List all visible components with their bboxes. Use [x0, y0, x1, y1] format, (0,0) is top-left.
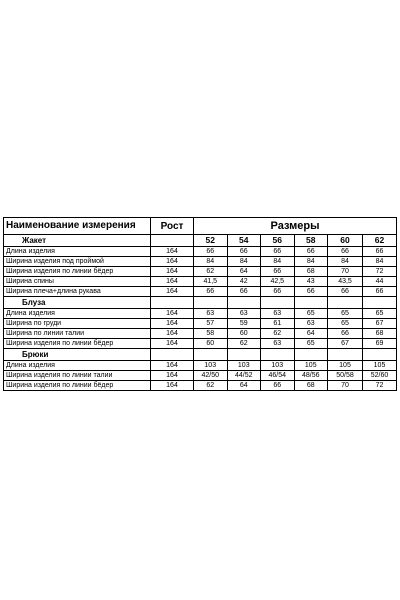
size-number: 60 [328, 235, 363, 247]
header-row [4, 218, 397, 235]
section-header-row [4, 235, 397, 247]
column-header-height: Рост [151, 218, 194, 235]
section-blank-cell [328, 297, 363, 309]
size-value: 66 [294, 247, 328, 257]
size-value: 62 [194, 267, 228, 277]
size-value: 66 [194, 287, 228, 297]
section-blank-cell [227, 349, 261, 361]
size-value: 66 [194, 247, 228, 257]
height-value: 164 [151, 371, 194, 381]
column-header-sizes: Размеры [194, 218, 397, 235]
size-number: 58 [294, 235, 328, 247]
section-blank-cell [194, 349, 228, 361]
section-blank-cell [363, 297, 397, 309]
section-header-row [4, 297, 397, 309]
section-blank-cell [328, 349, 363, 361]
size-value: 70 [328, 267, 363, 277]
size-value: 44/52 [227, 371, 261, 381]
section-blank-cell [294, 349, 328, 361]
size-value: 66 [227, 247, 261, 257]
size-value: 61 [261, 319, 295, 329]
size-value: 57 [194, 319, 228, 329]
height-value: 164 [151, 361, 194, 371]
height-value: 164 [151, 277, 194, 287]
measurement-name: Ширина изделия по линии талии [4, 371, 151, 381]
size-value: 68 [363, 329, 397, 339]
size-number: 56 [261, 235, 295, 247]
size-value: 69 [363, 339, 397, 349]
table-row [4, 287, 397, 297]
size-value: 72 [363, 381, 397, 391]
size-value: 66 [261, 247, 295, 257]
size-value: 42/50 [194, 371, 228, 381]
size-value: 65 [294, 339, 328, 349]
size-value: 62 [261, 329, 295, 339]
measurement-name: Ширина спины [4, 277, 151, 287]
table-row [4, 309, 397, 319]
size-value: 84 [194, 257, 228, 267]
section-blank-cell [363, 349, 397, 361]
table-row [4, 319, 397, 329]
height-value: 164 [151, 309, 194, 319]
column-header-measurement: Наименование измерения [4, 218, 151, 235]
size-value: 63 [261, 309, 295, 319]
size-value: 66 [328, 247, 363, 257]
height-value: 164 [151, 247, 194, 257]
measurement-name: Длина изделия [4, 361, 151, 371]
section-blank-cell [151, 297, 194, 309]
section-blank-cell [261, 349, 295, 361]
size-value: 50/58 [328, 371, 363, 381]
size-value: 66 [261, 267, 295, 277]
measurement-name: Ширина изделия по линии бёдер [4, 381, 151, 391]
size-value: 103 [194, 361, 228, 371]
size-value: 66 [227, 287, 261, 297]
size-value: 84 [363, 257, 397, 267]
size-value: 65 [294, 309, 328, 319]
size-number: 54 [227, 235, 261, 247]
table-row [4, 371, 397, 381]
measurement-name: Длина изделия [4, 309, 151, 319]
size-value: 64 [227, 381, 261, 391]
size-value: 84 [294, 257, 328, 267]
height-value: 164 [151, 257, 194, 267]
size-value: 68 [294, 381, 328, 391]
size-value: 67 [363, 319, 397, 329]
size-value: 52/60 [363, 371, 397, 381]
size-value: 63 [194, 309, 228, 319]
size-value: 103 [227, 361, 261, 371]
size-value: 63 [261, 339, 295, 349]
section-blank-cell [227, 297, 261, 309]
size-value: 66 [294, 287, 328, 297]
table-row [4, 257, 397, 267]
measurement-name: Ширина изделия под проймой [4, 257, 151, 267]
size-value: 105 [294, 361, 328, 371]
size-value: 67 [328, 339, 363, 349]
size-value: 43,5 [328, 277, 363, 287]
section-title: Брюки [4, 349, 151, 361]
size-value: 65 [328, 319, 363, 329]
size-value: 43 [294, 277, 328, 287]
size-value: 44 [363, 277, 397, 287]
section-blank-cell [194, 297, 228, 309]
table-row [4, 277, 397, 287]
size-number: 52 [194, 235, 228, 247]
measurement-name: Ширина плеча+длина рукава [4, 287, 151, 297]
size-value: 62 [194, 381, 228, 391]
section-blank-cell [151, 349, 194, 361]
size-value: 48/56 [294, 371, 328, 381]
size-value: 68 [294, 267, 328, 277]
size-value: 58 [194, 329, 228, 339]
size-table-container [3, 217, 396, 391]
section-header-row [4, 349, 397, 361]
height-value: 164 [151, 267, 194, 277]
table-row [4, 329, 397, 339]
size-table-body [4, 218, 397, 391]
measurement-name: Ширина изделия по линии бёдер [4, 339, 151, 349]
measurement-name: Ширина изделия по линии бёдер [4, 267, 151, 277]
size-value: 84 [261, 257, 295, 267]
measurement-name: Ширина по линии талии [4, 329, 151, 339]
size-value: 65 [363, 309, 397, 319]
section-blank-cell [151, 235, 194, 247]
size-table [3, 217, 397, 391]
section-blank-cell [261, 297, 295, 309]
size-value: 66 [328, 329, 363, 339]
size-value: 42,5 [261, 277, 295, 287]
size-value: 66 [363, 287, 397, 297]
size-value: 66 [261, 381, 295, 391]
table-row [4, 381, 397, 391]
size-value: 65 [328, 309, 363, 319]
size-value: 105 [363, 361, 397, 371]
height-value: 164 [151, 381, 194, 391]
size-number: 62 [363, 235, 397, 247]
size-value: 84 [328, 257, 363, 267]
size-value: 66 [363, 247, 397, 257]
measurement-name: Ширина по груди [4, 319, 151, 329]
table-row [4, 339, 397, 349]
size-value: 41,5 [194, 277, 228, 287]
size-value: 64 [227, 267, 261, 277]
size-value: 72 [363, 267, 397, 277]
table-row [4, 267, 397, 277]
section-title: Жакет [4, 235, 151, 247]
section-blank-cell [294, 297, 328, 309]
section-title: Блуза [4, 297, 151, 309]
height-value: 164 [151, 339, 194, 349]
size-value: 62 [227, 339, 261, 349]
size-value: 60 [194, 339, 228, 349]
size-value: 60 [227, 329, 261, 339]
size-value: 105 [328, 361, 363, 371]
measurement-name: Длина изделия [4, 247, 151, 257]
height-value: 164 [151, 329, 194, 339]
table-row [4, 247, 397, 257]
size-value: 63 [227, 309, 261, 319]
size-value: 59 [227, 319, 261, 329]
size-value: 70 [328, 381, 363, 391]
height-value: 164 [151, 287, 194, 297]
size-value: 66 [328, 287, 363, 297]
size-value: 42 [227, 277, 261, 287]
size-value: 84 [227, 257, 261, 267]
size-value: 64 [294, 329, 328, 339]
size-value: 66 [261, 287, 295, 297]
height-value: 164 [151, 319, 194, 329]
table-row [4, 361, 397, 371]
size-value: 63 [294, 319, 328, 329]
size-value: 46/54 [261, 371, 295, 381]
size-value: 103 [261, 361, 295, 371]
